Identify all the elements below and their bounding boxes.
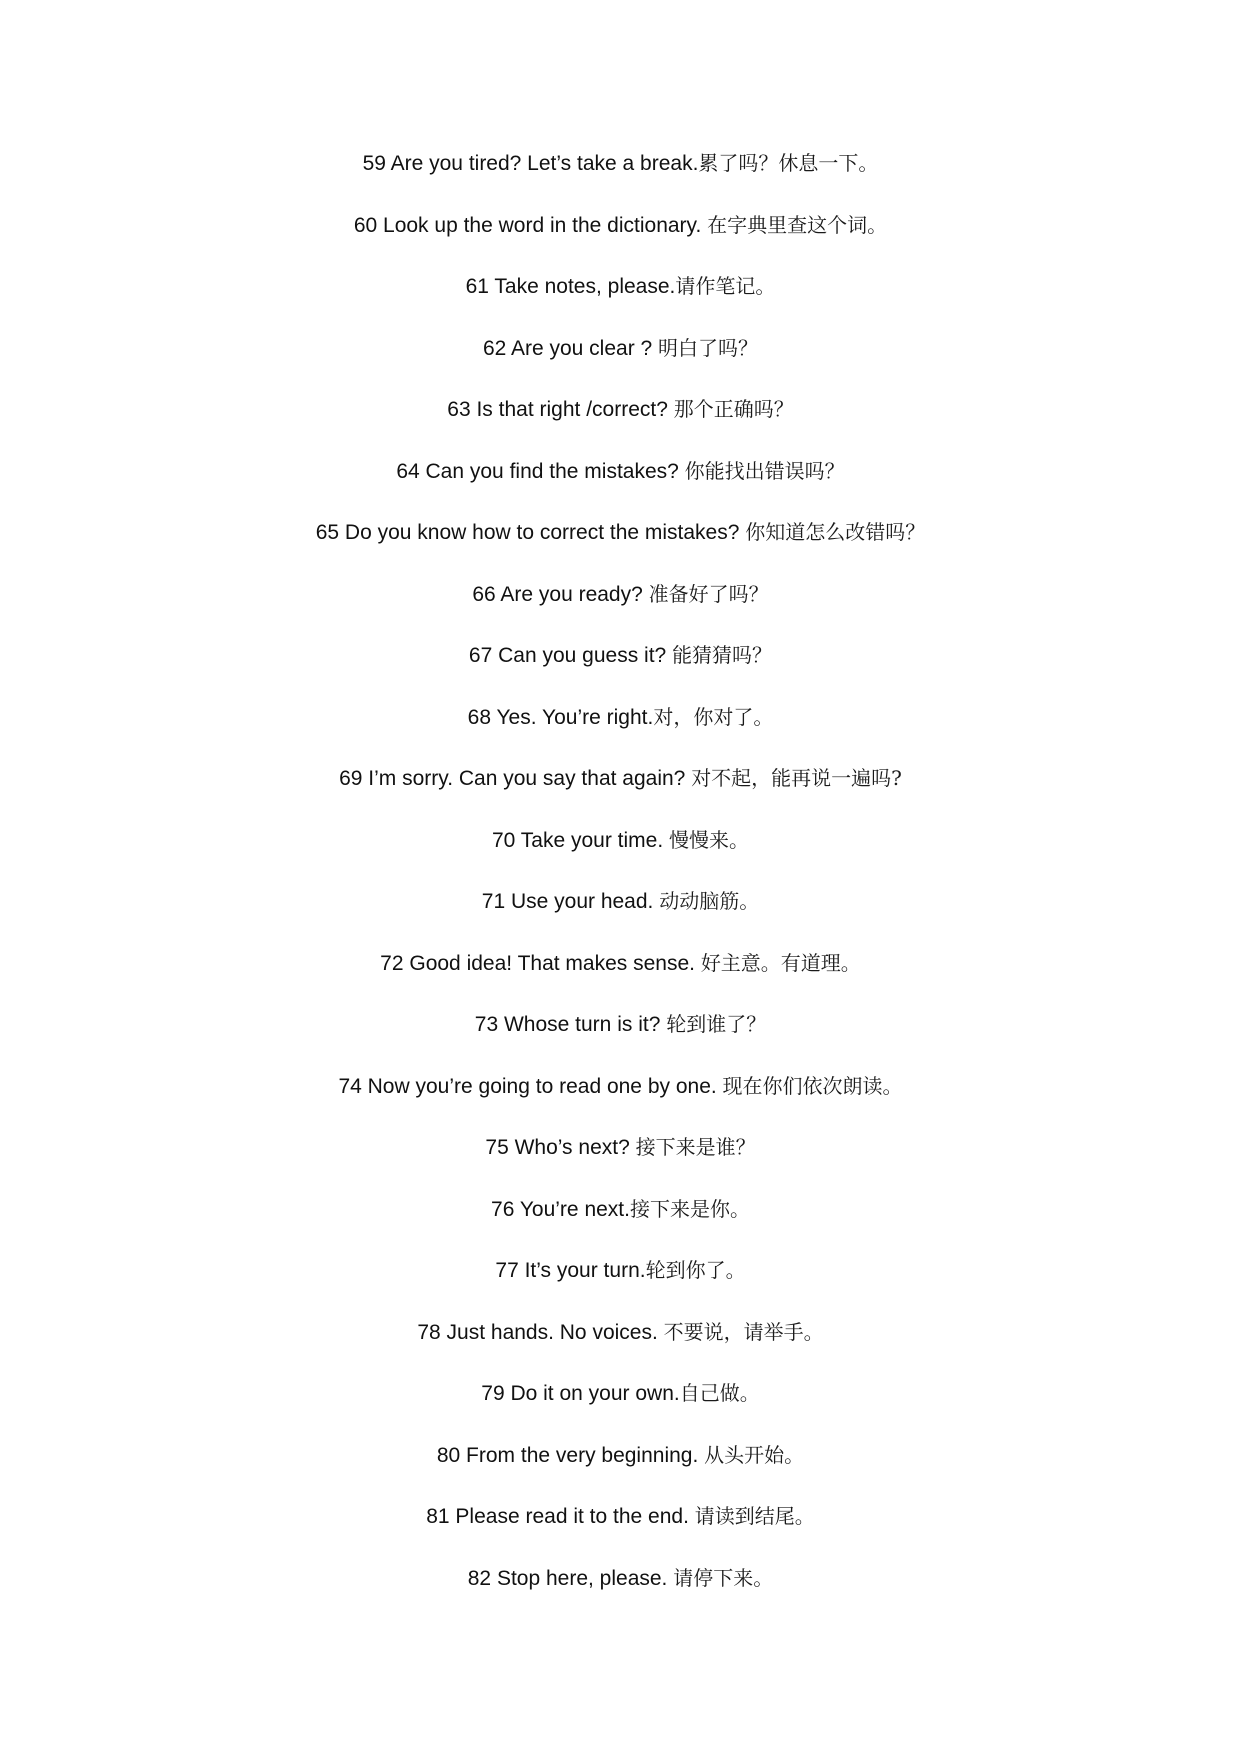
phrase-chinese: 慢慢来。 xyxy=(669,827,750,852)
phrase-line xyxy=(0,456,1241,518)
phrase-list xyxy=(0,148,1241,1624)
phrase-line xyxy=(0,394,1241,456)
phrase-line xyxy=(0,1440,1241,1502)
phrase-chinese: 在字典里查这个词。 xyxy=(707,212,888,237)
phrase-chinese: 接下来是谁？ xyxy=(635,1135,756,1159)
phrase-line xyxy=(0,1009,1241,1071)
phrase-chinese: 能猜猜吗？ xyxy=(672,643,773,667)
phrase-chinese: 轮到谁了？ xyxy=(666,1012,767,1036)
phrase-chinese: 不要说，请举手。 xyxy=(663,1319,824,1344)
phrase-english: 74 Now you’re going to read one by one. xyxy=(338,1074,723,1098)
phrase-english: 73 Whose turn is it? xyxy=(474,1013,667,1036)
phrase-english: 80 From the very beginning. xyxy=(436,1443,705,1467)
phrase-line xyxy=(0,1378,1241,1440)
phrase-english: 69 I’m sorry. Can you say that again? xyxy=(339,767,692,790)
phrase-chinese: 那个正确吗？ xyxy=(673,397,794,421)
phrase-english: 71 Use your head. xyxy=(481,890,660,913)
phrase-chinese: 准备好了吗？ xyxy=(648,581,769,606)
phrase-chinese: 对不起，能再说一遍吗? xyxy=(691,766,902,790)
phrase-line xyxy=(0,517,1241,579)
phrase-chinese: 从头开始。 xyxy=(704,1442,805,1467)
phrase-english: 77 It’s your turn. xyxy=(495,1259,646,1282)
phrase-chinese: 你能找出错误吗？ xyxy=(684,458,845,483)
phrase-chinese: 好主意。有道理。 xyxy=(700,950,861,975)
phrase-english: 66 Are you ready? xyxy=(472,582,649,606)
phrase-english: 75 Who’s next? xyxy=(485,1136,636,1159)
phrase-english: 61 Take notes, please. xyxy=(465,275,676,298)
phrase-english: 76 You’re next. xyxy=(491,1197,630,1221)
phrase-chinese: 对，你对了。 xyxy=(653,704,774,729)
phrase-line xyxy=(0,825,1241,887)
phrase-line xyxy=(0,763,1241,825)
phrase-english: 72 Good idea! That makes sense. xyxy=(380,951,701,975)
phrase-english: 70 Take your time. xyxy=(491,828,670,852)
phrase-english: 82 Stop here, please. xyxy=(467,1566,674,1590)
phrase-line xyxy=(0,1071,1241,1133)
phrase-chinese: 轮到你了。 xyxy=(645,1258,746,1282)
phrase-chinese: 接下来是你。 xyxy=(629,1196,750,1221)
phrase-english: 79 Do it on your own. xyxy=(481,1382,680,1405)
phrase-line xyxy=(0,640,1241,702)
phrase-line xyxy=(0,1255,1241,1317)
phrase-line xyxy=(0,1132,1241,1194)
phrase-line xyxy=(0,948,1241,1010)
phrase-line xyxy=(0,579,1241,641)
phrase-chinese: 现在你们依次朗读。 xyxy=(722,1073,903,1098)
phrase-chinese: 请作笔记。 xyxy=(675,274,776,298)
phrase-english: 68 Yes. You’re right. xyxy=(467,705,654,729)
phrase-english: 78 Just hands. No voices. xyxy=(417,1320,664,1344)
phrase-chinese: 自己做。 xyxy=(679,1381,760,1405)
phrase-english: 65 Do you know how to correct the mistakes? xyxy=(315,521,746,544)
phrase-line xyxy=(0,271,1241,333)
phrase-chinese: 请读到结尾。 xyxy=(694,1504,815,1528)
phrase-line xyxy=(0,333,1241,395)
phrase-chinese: 请停下来。 xyxy=(673,1565,774,1590)
phrase-chinese: 你知道怎么改错吗？ xyxy=(745,520,926,544)
phrase-english: 62 Are you clear ? xyxy=(482,336,659,360)
phrase-line xyxy=(0,1194,1241,1256)
phrase-line xyxy=(0,702,1241,764)
phrase-english: 60 Look up the word in the dictionary. xyxy=(353,213,708,237)
phrase-english: 59 Are you tired? Let’s take a break. xyxy=(362,152,699,175)
phrase-line xyxy=(0,1501,1241,1563)
phrase-line xyxy=(0,886,1241,948)
phrase-line xyxy=(0,148,1241,210)
phrase-line xyxy=(0,1563,1241,1625)
phrase-english: 63 Is that right /correct? xyxy=(447,398,674,421)
phrase-english: 64 Can you find the mistakes? xyxy=(396,459,685,483)
phrase-line xyxy=(0,210,1241,272)
phrase-chinese: 动动脑筋。 xyxy=(659,889,760,913)
phrase-english: 67 Can you guess it? xyxy=(468,644,673,667)
phrase-english: 81 Please read it to the end. xyxy=(426,1505,695,1528)
phrase-line xyxy=(0,1317,1241,1379)
phrase-chinese: 明白了吗？ xyxy=(658,335,759,360)
phrase-chinese: 累了吗？休息一下。 xyxy=(698,151,879,175)
